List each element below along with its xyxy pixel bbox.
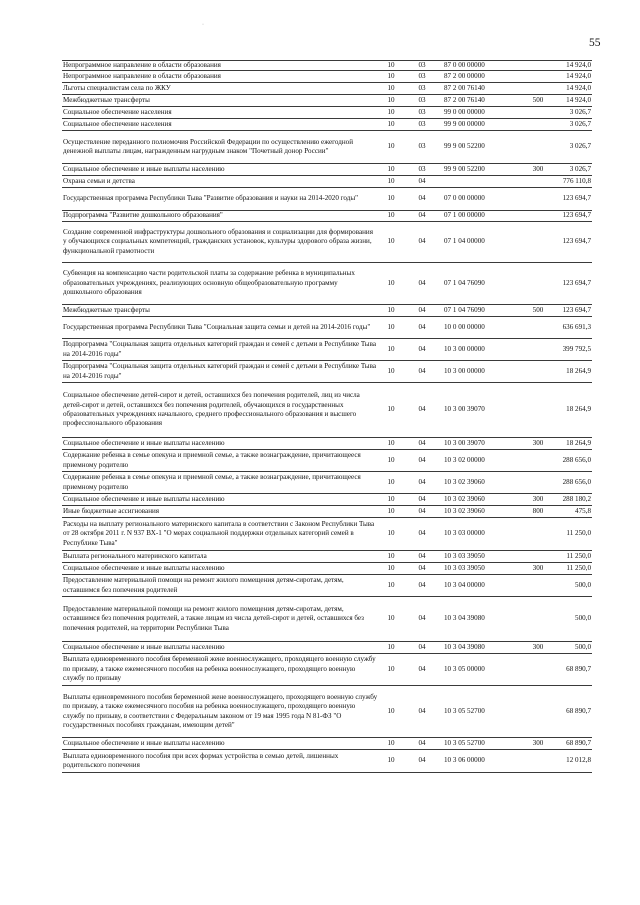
row-amount: 14 924,0: [566, 71, 591, 80]
table-row: [62, 164, 592, 176]
row-target-article: 10 3 05 52700: [444, 738, 485, 747]
row-name: Создание современной инфраструктуры дошкольного образования и социализации для формирования у обучающихся социальных компетенций, гражданских установок, культуры здорового образа жизни, функциональной грамотности: [63, 227, 373, 255]
scan-mark: ·: [202, 22, 204, 28]
row-subsection: 04: [418, 580, 426, 589]
row-name: Содержание ребенка в семье опекуна и приемной семье, а также вознаграждение, причитающееся приемному родителю: [63, 451, 361, 469]
row-name: Расходы на выплату регионального материнского капитала в соответствии с Законом Республики Тыва от 28 октября 2011 г. N 937 ВХ-1 "О мерах социальной поддержки отдельных категорий семей в Республике Тыва": [63, 519, 375, 547]
row-target-article: 87 2 00 76140: [444, 95, 485, 104]
row-name: Социальное обеспечение и иные выплаты населению: [63, 563, 225, 572]
row-amount: 18 264,9: [566, 438, 591, 447]
table-row: [62, 563, 592, 575]
row-name: Социальное обеспечение населения: [63, 107, 172, 116]
table-row: [62, 654, 592, 686]
row-amount: 11 250,0: [566, 563, 591, 572]
row-amount: 3 026,7: [569, 119, 591, 128]
row-amount: 3 026,7: [569, 142, 591, 151]
table-row: [62, 686, 592, 738]
table-row: [62, 119, 592, 131]
row-amount: 500,0: [575, 614, 591, 623]
page-number: 55: [589, 37, 601, 49]
row-target-article: 07 0 00 00000: [444, 194, 485, 203]
table-row: [62, 83, 592, 95]
row-subsection: 04: [418, 738, 426, 747]
row-subsection: 04: [418, 211, 426, 220]
row-subsection: 03: [418, 142, 426, 151]
row-name: Выплата регионального материнского капитала: [63, 551, 207, 560]
row-section: 10: [387, 563, 395, 572]
row-name: Предоставление материальной помощи на ремонт жилого помещения детям-сиротам, детям, оставшимся без попечения родителей: [63, 576, 344, 594]
row-subsection: 04: [418, 477, 426, 486]
row-name: Выплата единовременного пособия беременной жене военнослужащего, проходящего военную службу по призыву, а также ежемесячного пособия на ребенка военнослужащего, проходящего военную службу по призыву: [63, 655, 376, 683]
row-name: Подпрограмма "Социальная защита отдельных категорий граждан и семей с детьми в Республике Тыва на 2014-2016 годы": [63, 362, 376, 380]
row-subsection: 03: [418, 83, 426, 92]
row-subsection: 04: [418, 706, 426, 715]
table-row: [62, 339, 592, 361]
table-row: [62, 642, 592, 654]
row-section: 10: [387, 477, 395, 486]
table-row: [62, 450, 592, 472]
row-name: Непрограммное направление в области образования: [63, 60, 221, 69]
row-subsection: 04: [418, 756, 426, 765]
row-subsection: 04: [418, 237, 426, 246]
table-row: [62, 518, 592, 551]
row-expense-type: 500: [532, 305, 544, 314]
row-subsection: 04: [418, 506, 426, 515]
row-subsection: 04: [418, 642, 426, 651]
table-row: [62, 107, 592, 119]
row-amount: 12 012,8: [566, 756, 591, 765]
row-section: 10: [387, 529, 395, 538]
table-row: [62, 131, 592, 164]
row-amount: 123 694,7: [562, 194, 591, 203]
row-target-article: 10 3 04 39080: [444, 614, 485, 623]
row-name: Социальное обеспечение населения: [63, 119, 172, 128]
row-amount: 123 694,7: [562, 237, 591, 246]
row-amount: 68 890,7: [566, 738, 591, 747]
row-target-article: 99 9 00 52200: [444, 142, 485, 151]
row-name: Осуществление переданного полномочия Российской Федерации по осуществлению ежегодной денежной выплаты лицам, награжденным нагрудным знаком "Почетный донор России": [63, 137, 353, 155]
row-section: 10: [387, 438, 395, 447]
row-name: Подпрограмма "Развитие дошкольного образования": [63, 211, 223, 220]
row-subsection: 04: [418, 405, 426, 414]
row-name: Субвенция на компенсацию части родительской платы за содержание ребенка в муниципальных образовательных учреждениях, реализующих основную общеобразовательную программу дошкольного образования: [63, 269, 355, 297]
row-amount: 3 026,7: [569, 164, 591, 173]
row-target-article: 07 1 04 76090: [444, 278, 485, 287]
row-amount: 500,0: [575, 642, 591, 651]
row-section: 10: [387, 71, 395, 80]
row-amount: 11 250,0: [566, 529, 591, 538]
row-name: Охрана семьи и детства: [63, 176, 135, 185]
row-name: Межбюджетные трансферты: [63, 95, 150, 104]
row-subsection: 04: [418, 305, 426, 314]
row-section: 10: [387, 176, 395, 185]
row-target-article: 10 3 05 00000: [444, 664, 485, 673]
row-amount: 399 792,5: [562, 344, 591, 353]
row-amount: 123 694,7: [562, 305, 591, 314]
row-target-article: 10 3 03 39050: [444, 551, 485, 560]
row-name: Льготы специалистам села по ЖКУ: [63, 83, 171, 92]
row-subsection: 04: [418, 438, 426, 447]
row-section: 10: [387, 580, 395, 589]
row-section: 10: [387, 322, 395, 331]
row-section: 10: [387, 738, 395, 747]
row-target-article: 99 9 00 00000: [444, 119, 485, 128]
row-name: Межбюджетные трансферты: [63, 305, 150, 314]
row-section: 10: [387, 60, 395, 69]
row-name: Предоставление материальной помощи на ремонт жилого помещения детям-сиротам, детям, оставшимся без попечения родителей, а также лицам из числа детей-сирот и детей, оставшихся без попечения родителей, на территории Республики Тыва: [63, 604, 364, 632]
table-row: [62, 597, 592, 642]
row-target-article: 99 0 00 00000: [444, 107, 485, 116]
table-row: [62, 60, 592, 71]
row-section: 10: [387, 506, 395, 515]
row-amount: 288 180,2: [562, 494, 591, 503]
row-target-article: 87 2 00 00000: [444, 71, 485, 80]
row-expense-type: 500: [532, 95, 544, 104]
row-amount: 475,8: [575, 506, 591, 515]
row-amount: 18 264,9: [566, 405, 591, 414]
row-expense-type: 300: [532, 164, 544, 173]
table-row: [62, 222, 592, 263]
row-name: Непрограммное направление в области образования: [63, 71, 221, 80]
row-section: 10: [387, 83, 395, 92]
table-row: [62, 383, 592, 438]
row-target-article: 07 1 00 00000: [444, 211, 485, 220]
table-row: [62, 176, 592, 188]
row-section: 10: [387, 642, 395, 651]
row-target-article: 10 3 04 39080: [444, 642, 485, 651]
table-row: [62, 263, 592, 305]
row-section: 10: [387, 95, 395, 104]
row-amount: 18 264,9: [566, 366, 591, 375]
row-subsection: 04: [418, 278, 426, 287]
row-amount: 123 694,7: [562, 278, 591, 287]
row-subsection: 04: [418, 529, 426, 538]
row-target-article: 10 3 00 00000: [444, 344, 485, 353]
row-name: Государственная программа Республики Тыва "Социальная защита семьи и детей на 2014-2016 годы": [63, 322, 371, 331]
row-amount: 14 924,0: [566, 83, 591, 92]
row-section: 10: [387, 142, 395, 151]
row-amount: 636 691,3: [562, 322, 591, 331]
row-name: Иные бюджетные ассигнования: [63, 506, 160, 515]
row-amount: 11 250,0: [566, 551, 591, 560]
row-target-article: 10 3 02 39060: [444, 477, 485, 486]
row-name: Государственная программа Республики Тыва "Развитие образования и науки на 2014-2020 годы": [63, 194, 359, 203]
row-target-article: 10 0 00 00000: [444, 322, 485, 331]
row-name: Выплаты единовременного пособия беременной жене военнослужащего, проходящего военную службу по призыву, а также ежемесячного пособия на ребенка военнослужащего, проходящего военную службу по призыву, в соответствии с Федеральным законом от 19 мая 1995 года N 81-ФЗ "О государственных пособиях гражданам, имеющим детей": [63, 692, 378, 729]
row-subsection: 04: [418, 176, 426, 185]
row-target-article: 10 3 05 52700: [444, 706, 485, 715]
row-subsection: 03: [418, 119, 426, 128]
row-subsection: 04: [418, 494, 426, 503]
row-amount: 68 890,7: [566, 706, 591, 715]
row-target-article: 10 3 06 00000: [444, 756, 485, 765]
row-target-article: 10 3 02 39060: [444, 506, 485, 515]
row-subsection: 04: [418, 664, 426, 673]
row-section: 10: [387, 455, 395, 464]
row-target-article: 10 3 00 00000: [444, 366, 485, 375]
row-amount: 3 026,7: [569, 107, 591, 116]
row-amount: 500,0: [575, 580, 591, 589]
row-expense-type: 300: [532, 642, 544, 651]
row-subsection: 03: [418, 60, 426, 69]
row-target-article: 99 9 00 52200: [444, 164, 485, 173]
row-amount: 14 924,0: [566, 60, 591, 69]
row-section: 10: [387, 107, 395, 116]
row-target-article: 10 3 00 39070: [444, 405, 485, 414]
row-subsection: 03: [418, 107, 426, 116]
table-row: [62, 317, 592, 339]
row-amount: 68 890,7: [566, 664, 591, 673]
row-subsection: 03: [418, 164, 426, 173]
row-section: 10: [387, 211, 395, 220]
row-subsection: 04: [418, 322, 426, 331]
row-name: Подпрограмма "Социальная защита отдельных категорий граждан и семей с детьми в Республике Тыва на 2014-2016 годы": [63, 340, 376, 358]
row-target-article: 10 3 03 00000: [444, 529, 485, 538]
row-section: 10: [387, 305, 395, 314]
row-expense-type: 300: [532, 494, 544, 503]
row-target-article: 87 0 00 00000: [444, 60, 485, 69]
budget-table: [62, 60, 592, 773]
row-target-article: 07 1 04 00000: [444, 237, 485, 246]
row-subsection: 03: [418, 71, 426, 80]
row-target-article: 10 3 04 00000: [444, 580, 485, 589]
row-name: Социальное обеспечение и иные выплаты населению: [63, 438, 225, 447]
table-row: [62, 750, 592, 773]
row-amount: 288 656,0: [562, 455, 591, 464]
row-section: 10: [387, 119, 395, 128]
row-target-article: 10 3 02 00000: [444, 455, 485, 464]
table-row: [62, 211, 592, 222]
row-amount: 14 924,0: [566, 95, 591, 104]
row-name: Социальное обеспечение и иные выплаты населению: [63, 642, 225, 651]
row-target-article: 07 1 04 76090: [444, 305, 485, 314]
row-section: 10: [387, 278, 395, 287]
row-subsection: 04: [418, 366, 426, 375]
row-section: 10: [387, 706, 395, 715]
row-name: Социальное обеспечение и иные выплаты населению: [63, 738, 225, 747]
row-section: 10: [387, 405, 395, 414]
row-subsection: 04: [418, 455, 426, 464]
row-target-article: 87 2 00 76140: [444, 83, 485, 92]
row-subsection: 04: [418, 344, 426, 353]
table-row: [62, 551, 592, 563]
table-row: [62, 71, 592, 83]
row-name: Социальное обеспечение и иные выплаты населению: [63, 494, 225, 503]
table-row: [62, 305, 592, 317]
row-section: 10: [387, 756, 395, 765]
table-row: [62, 472, 592, 494]
row-name: Социальное обеспечение детей-сирот и детей, оставшихся без попечения родителей, лиц из числа детей-сирот и детей, оставшихся без попечения родителей, обучающихся в государственных образовательных учреждениях начального, среднего профессионального образования и высшего профессионального образования: [63, 391, 360, 428]
row-subsection: 04: [418, 551, 426, 560]
row-section: 10: [387, 614, 395, 623]
row-subsection: 04: [418, 563, 426, 572]
row-subsection: 03: [418, 95, 426, 104]
row-amount: 288 656,0: [562, 477, 591, 486]
row-name: Социальное обеспечение и иные выплаты населению: [63, 164, 225, 173]
row-section: 10: [387, 237, 395, 246]
row-expense-type: 300: [532, 738, 544, 747]
table-row: [62, 95, 592, 107]
row-section: 10: [387, 344, 395, 353]
row-amount: 123 694,7: [562, 211, 591, 220]
table-row: [62, 438, 592, 450]
row-expense-type: 300: [532, 438, 544, 447]
row-section: 10: [387, 366, 395, 375]
table-row: [62, 575, 592, 597]
table-row: [62, 506, 592, 518]
table-row: [62, 361, 592, 383]
row-section: 10: [387, 551, 395, 560]
row-target-article: 10 3 03 39050: [444, 563, 485, 572]
row-subsection: 04: [418, 614, 426, 623]
row-expense-type: 800: [532, 506, 544, 515]
row-subsection: 04: [418, 194, 426, 203]
row-name: Содержание ребенка в семье опекуна и приемной семье, а также вознаграждение, причитающееся приемному родителю: [63, 473, 361, 491]
row-section: 10: [387, 664, 395, 673]
row-name: Выплата единовременного пособия при всех формах устройства в семью детей, лишенных родительского попечения: [63, 751, 339, 769]
table-row: [62, 188, 592, 211]
row-section: 10: [387, 194, 395, 203]
row-amount: 776 110,8: [562, 176, 591, 185]
row-target-article: 10 3 02 39060: [444, 494, 485, 503]
table-row: [62, 738, 592, 750]
row-expense-type: 300: [532, 563, 544, 572]
table-row: [62, 494, 592, 506]
row-section: 10: [387, 164, 395, 173]
row-section: 10: [387, 494, 395, 503]
row-target-article: 10 3 00 39070: [444, 438, 485, 447]
